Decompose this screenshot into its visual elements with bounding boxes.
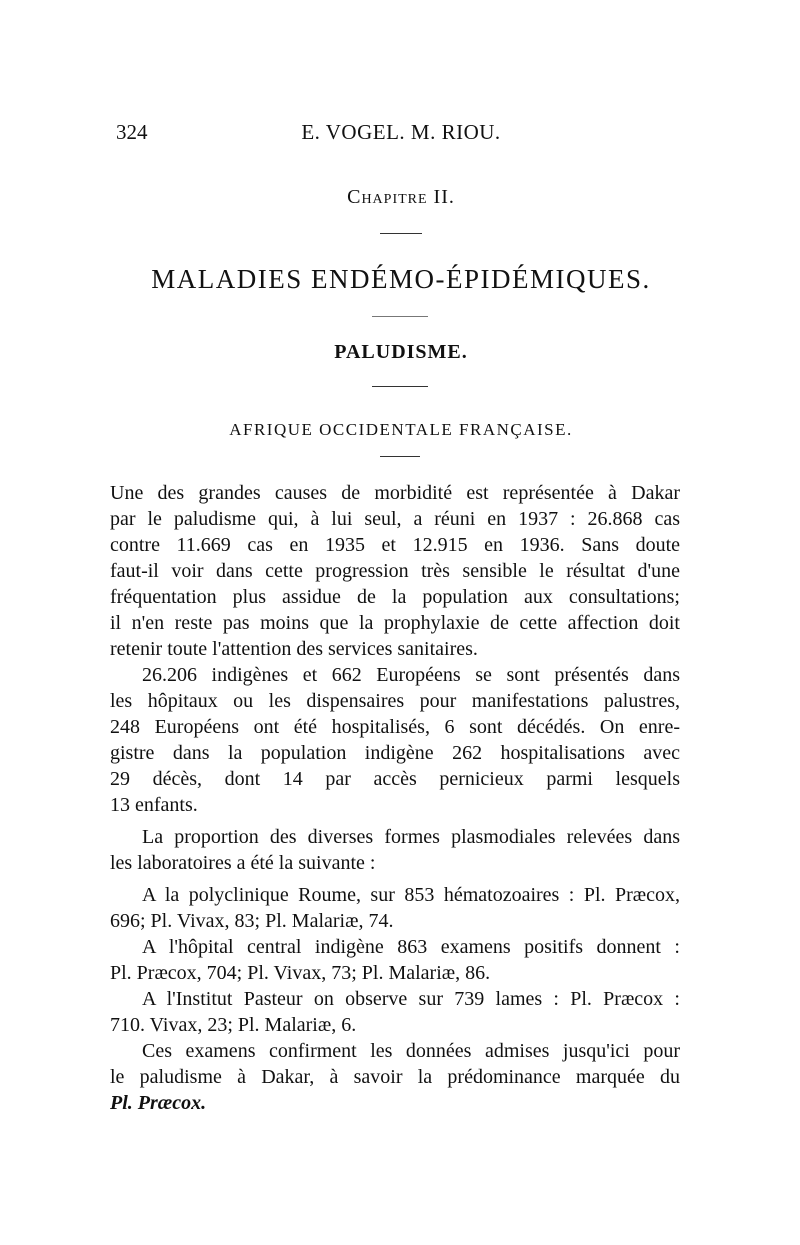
text-line: A l'hôpital central indigène 863 examens positifs donnent : <box>142 936 680 958</box>
section-title: PALUDISME. <box>334 341 468 363</box>
text-line: il n'en reste pas moins que la prophylaxie de cette affection doit <box>110 612 680 634</box>
text-line: fréquentation plus assidue de la population aux consultations; <box>110 586 680 608</box>
text-line: faut-il voir dans cette progression très sensible le résultat d'une <box>110 560 680 582</box>
text-line: A l'Institut Pasteur on observe sur 739 lames : Pl. Præcox : <box>142 988 680 1010</box>
text-line: retenir toute l'attention des services sanitaires. <box>110 638 478 660</box>
paragraph-hopital <box>110 934 680 986</box>
text-line: gistre dans la population indigène 262 hospitalisations avec <box>110 742 680 764</box>
main-title: MALADIES ENDÉMO-ÉPIDÉMIQUES. <box>151 264 651 294</box>
body-text <box>110 480 680 1116</box>
text-line: Une des grandes causes de morbidité est représentée à Dakar <box>110 482 680 504</box>
text-line: Ces examens confirment les données admises jusqu'ici pour <box>142 1040 680 1062</box>
text-line: Pl. Præcox. <box>110 1092 207 1114</box>
paragraph-hospitalisations <box>110 662 680 818</box>
chapter-heading: Chapitre II. <box>347 186 455 208</box>
text-line: les hôpitaux ou les dispensaires pour manifestations palustres, <box>110 690 680 712</box>
text-line: 13 enfants. <box>110 794 198 816</box>
paragraph-institut-pasteur <box>110 986 680 1038</box>
divider-rule <box>372 386 428 387</box>
text-line: Pl. Præcox, 704; Pl. Vivax, 73; Pl. Malariæ, 86. <box>110 962 491 984</box>
running-head <box>116 120 686 150</box>
text-line: A la polyclinique Roume, sur 853 hématozoaires : Pl. Præcox, <box>142 884 680 906</box>
text-line: le paludisme à Dakar, à savoir la prédominance marquée du <box>110 1066 680 1088</box>
paragraph-conclusion <box>110 1038 680 1116</box>
text-line: 248 Européens ont été hospitalisés, 6 sont décédés. On enre- <box>110 716 680 738</box>
text-line: 710. Vivax, 23; Pl. Malariæ, 6. <box>110 1014 357 1036</box>
text-line: par le paludisme qui, à lui seul, a réuni en 1937 : 26.868 cas <box>110 508 680 530</box>
text-line: contre 11.669 cas en 1935 et 12.915 en 1936. Sans doute <box>110 534 680 556</box>
paragraph-proportion <box>110 824 680 876</box>
text-line: La proportion des diverses formes plasmodiales relevées dans <box>142 826 680 848</box>
page-number: 324 <box>116 120 148 144</box>
subsection-title: AFRIQUE OCCIDENTALE FRANÇAISE. <box>229 420 573 439</box>
text-line: 696; Pl. Vivax, 83; Pl. Malariæ, 74. <box>110 910 394 932</box>
paragraph-morbidity <box>110 480 680 662</box>
running-title: E. VOGEL. M. RIOU. <box>301 120 501 144</box>
text-line: 26.206 indigènes et 662 Européens se sont présentés dans <box>142 664 680 686</box>
divider-rule <box>380 233 422 234</box>
paragraph-polyclinique <box>110 882 680 934</box>
text-line: 29 décès, dont 14 par accès pernicieux parmi lesquels <box>110 768 680 790</box>
divider-rule <box>380 456 420 457</box>
text-line: les laboratoires a été la suivante : <box>110 852 376 874</box>
divider-rule <box>372 316 428 317</box>
